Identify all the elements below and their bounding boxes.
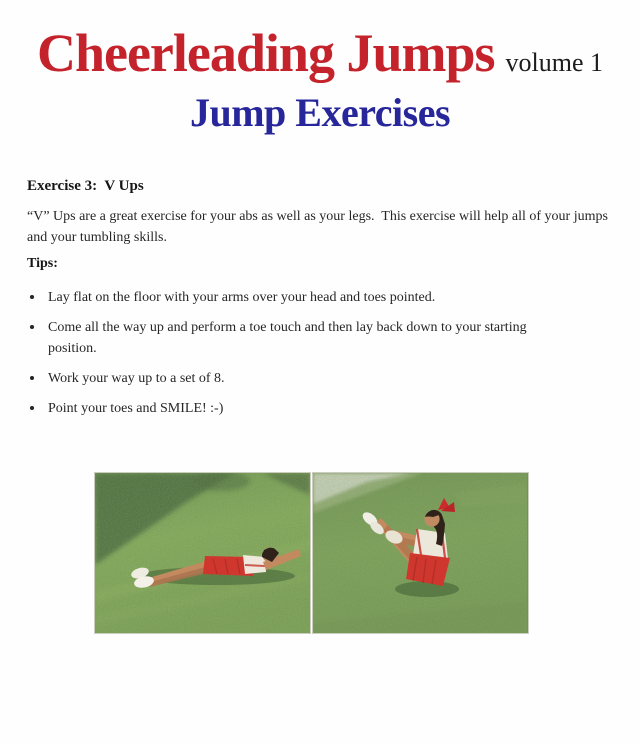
volume-label: volume 1: [505, 48, 604, 77]
bullet-icon: [30, 325, 34, 329]
tip-item: [27, 317, 572, 359]
title-row: [0, 22, 640, 84]
exercise-photos: [95, 473, 528, 633]
bullet-icon: [30, 406, 34, 410]
page-title: Cheerleading Jumps: [36, 23, 495, 83]
tip-text: Point your toes and SMILE! :-): [48, 401, 224, 416]
tip-item: [27, 398, 572, 419]
page-subtitle: Jump Exercises: [189, 90, 451, 135]
tip-text: Come all the way up and perform a toe touch and then lay back down to your starting position.: [48, 320, 527, 356]
exercise-description: “V” Ups are a great exercise for your abs as well as your legs. This exercise will help all of your jumps and your tumbling skills.: [27, 209, 612, 245]
tip-text: Lay flat on the floor with your arms over your head and toes pointed.: [48, 290, 436, 305]
tip-item: [27, 287, 572, 308]
tip-item: [27, 368, 572, 389]
tips-list: [27, 287, 572, 428]
photo-v-up: [313, 473, 528, 633]
exercise-heading: Exercise 3: V Ups: [27, 178, 144, 194]
bullet-icon: [30, 376, 34, 380]
tip-text: Work your way up to a set of 8.: [48, 371, 225, 386]
tips-label: Tips:: [27, 256, 58, 271]
bullet-icon: [30, 295, 34, 299]
photo-lying-flat: [95, 473, 310, 633]
